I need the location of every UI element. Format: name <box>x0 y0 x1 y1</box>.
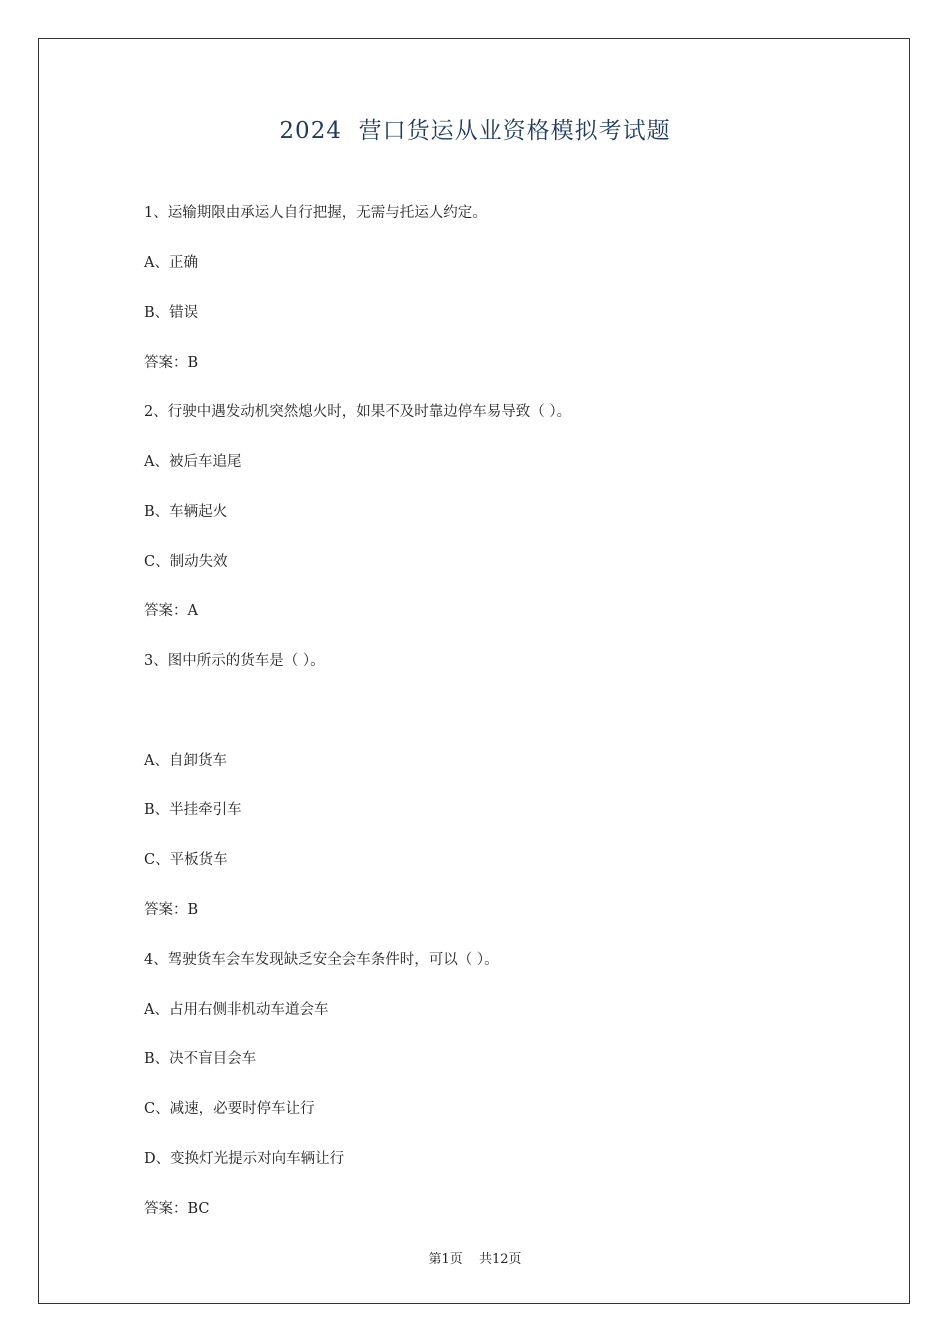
question-3-option-b: B、半挂牵引车 <box>144 802 242 818</box>
question-2-stem: 2、行驶中遇发动机突然熄火时，如果不及时靠边停车易导致（ ）。 <box>144 404 572 420</box>
question-4-option-c: C、减速，必要时停车让行 <box>144 1101 315 1117</box>
question-2-option-c: C、制动失效 <box>144 554 228 570</box>
question-4-option-a: A、占用右侧非机动车道会车 <box>144 1002 329 1018</box>
question-1-option-a: A、正确 <box>144 255 198 271</box>
page-number: 第1页 <box>428 1252 463 1267</box>
document-title: 2024 营口货运从业资格模拟考试题 <box>279 118 671 144</box>
page-total: 共12页 <box>478 1252 522 1267</box>
question-1-option-b: B、错误 <box>144 305 199 321</box>
question-4-answer: 答案：BC <box>144 1201 210 1217</box>
question-3-option-c: C、平板货车 <box>144 852 228 868</box>
question-4-option-b: B、决不盲目会车 <box>144 1051 257 1067</box>
question-4-option-d: D、变换灯光提示对向车辆让行 <box>144 1151 345 1167</box>
question-3-option-a: A、自卸货车 <box>144 753 227 769</box>
question-2-answer: 答案：A <box>144 603 198 619</box>
question-2-option-b: B、车辆起火 <box>144 504 228 520</box>
question-1-answer: 答案：B <box>144 355 199 371</box>
question-3-answer: 答案：B <box>144 902 199 918</box>
question-3-stem: 3、图中所示的货车是（ ）。 <box>144 653 325 669</box>
question-4-stem: 4、驾驶货车会车发现缺乏安全会车条件时，可以（ ）。 <box>144 952 499 968</box>
page-footer <box>0 1248 950 1267</box>
question-2-option-a: A、被后车追尾 <box>144 454 242 470</box>
question-1-stem: 1、运输期限由承运人自行把握，无需与托运人约定。 <box>144 205 487 221</box>
